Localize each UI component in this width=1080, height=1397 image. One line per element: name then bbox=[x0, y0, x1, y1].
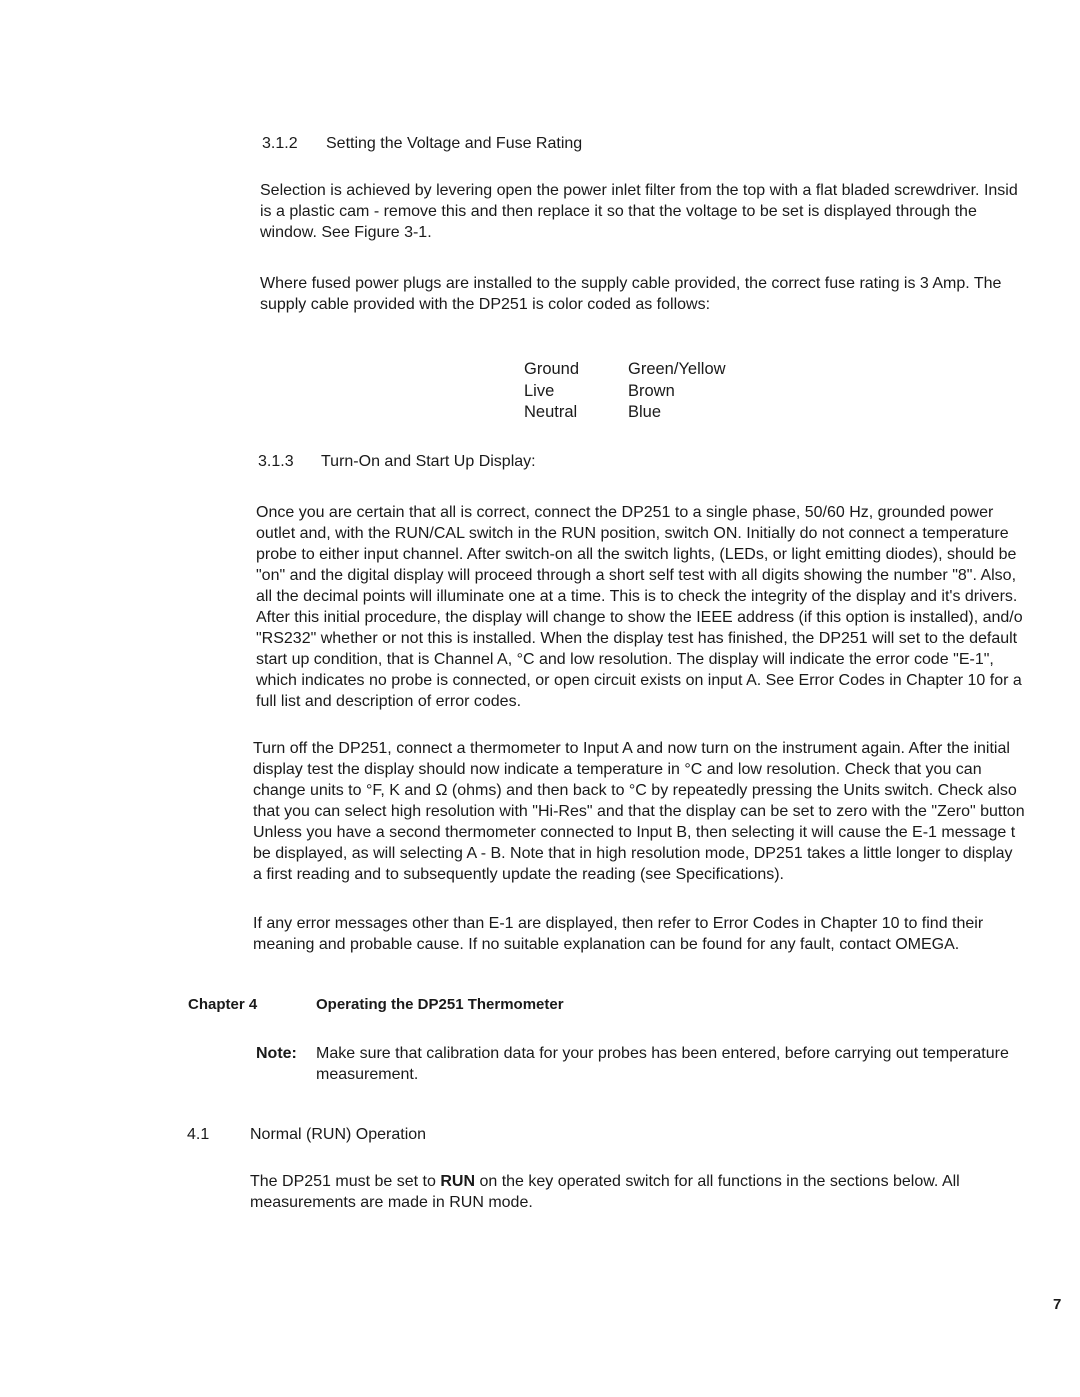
paragraph-voltage-selection bbox=[260, 180, 1018, 243]
paragraph-fuse-rating bbox=[260, 273, 1001, 315]
section-title: Turn-On and Start Up Display: bbox=[321, 453, 536, 470]
text-line: measurements are made in RUN mode. bbox=[250, 1194, 533, 1211]
text-line: which indicates no probe is connected, or open circuit exists on input A. See Error Codes in Chapter 10 for a bbox=[256, 672, 1022, 689]
text-line: probe to either input channel. After switch-on all the switch lights, (LEDs, or light emitting diodes), should be bbox=[256, 546, 1017, 563]
section-heading-4-1 bbox=[187, 1126, 426, 1144]
text-line: a first reading and to subsequently update the reading (see Specifications). bbox=[253, 866, 784, 883]
paragraph-startup bbox=[256, 502, 1023, 712]
text-line: Where fused power plugs are installed to the supply cable provided, the correct fuse rating is 3 Amp. The bbox=[260, 275, 1002, 292]
cable-color-code-table bbox=[524, 359, 726, 424]
wire-name: Live bbox=[524, 381, 555, 400]
text-run: The DP251 must be set to bbox=[250, 1173, 441, 1190]
text-line: outlet and, with the RUN/CAL switch in the RUN position, switch ON. Initially do not connect a temperature bbox=[256, 525, 1009, 542]
section-heading-3-1-2 bbox=[262, 135, 582, 153]
chapter-heading bbox=[188, 996, 564, 1013]
wire-name: Ground bbox=[524, 360, 580, 378]
paragraph-error-messages bbox=[253, 913, 983, 955]
chapter-title: Operating the DP251 Thermometer bbox=[316, 996, 564, 1013]
text-line: be displayed, as will selecting A - B. Note that in high resolution mode, DP251 takes a little longer to display bbox=[253, 845, 1013, 862]
text-line: start up condition, that is Channel A, °C and low resolution. The display will indicate the error code "E-1", bbox=[256, 651, 994, 668]
section-title: Setting the Voltage and Fuse Rating bbox=[326, 135, 583, 152]
section-number: 4.1 bbox=[187, 1126, 210, 1143]
text-line: all the decimal points will illuminate one at a time. This is to check the integrity of the display and it's drivers. bbox=[256, 588, 1018, 605]
paragraph-input-test bbox=[253, 738, 1025, 885]
text-line: window. See Figure 3-1. bbox=[260, 224, 432, 241]
text-line: meaning and probable cause. If no suitable explanation can be found for any fault, contact OMEGA. bbox=[253, 936, 960, 953]
text-line: Make sure that calibration data for your probes has been entered, before carrying out temperature bbox=[316, 1045, 1009, 1062]
table-row bbox=[524, 359, 726, 381]
wire-name: Neutral bbox=[524, 403, 578, 421]
note-body bbox=[316, 1043, 1009, 1085]
text-line: Selection is achieved by levering open the power inlet filter from the top with a flat bladed screwdriver. Insid bbox=[260, 182, 1018, 199]
run-emphasis: RUN bbox=[440, 1173, 475, 1190]
text-run: on the key operated switch for all functions in the sections below. All bbox=[475, 1173, 960, 1190]
section-heading-3-1-3 bbox=[258, 453, 536, 471]
text-line: After this initial procedure, the display will change to show the IEEE address (if this option is installed), and/o bbox=[256, 609, 1023, 626]
wire-color: Blue bbox=[628, 403, 662, 421]
chapter-label: Chapter 4 bbox=[188, 996, 258, 1013]
text-line: full list and description of error codes. bbox=[256, 693, 522, 710]
section-number: 3.1.3 bbox=[258, 453, 294, 470]
text-line: supply cable provided with the DP251 is color coded as follows: bbox=[260, 296, 711, 313]
text-line: Turn off the DP251, connect a thermometer to Input A and now turn on the instrument again. After the initial bbox=[253, 740, 1010, 757]
page-number: 7 bbox=[1053, 1296, 1062, 1313]
table-row bbox=[524, 402, 726, 424]
table-row bbox=[524, 381, 726, 403]
text-line: that you can select high resolution with "Hi-Res" and that the display can be set to zero with the "Zero" button bbox=[253, 803, 1025, 820]
text-line: measurement. bbox=[316, 1066, 419, 1083]
text-line: is a plastic cam - remove this and then replace it so that the voltage to be set is displayed through the bbox=[260, 203, 977, 220]
wire-color: Brown bbox=[628, 381, 675, 400]
note-label: Note: bbox=[256, 1045, 297, 1062]
text-line: Once you are certain that all is correct, connect the DP251 to a single phase, 50/60 Hz, grounded power bbox=[256, 504, 994, 521]
wire-color: Green/Yellow bbox=[628, 360, 726, 378]
text-line: change units to °F, K and Ω (ohms) and then back to °C by repeatedly pressing the Units switch. Check also bbox=[253, 782, 1017, 799]
text-line: display test the display should now indicate a temperature in °C and low resolution. Check that you can bbox=[253, 761, 982, 778]
text-line: Unless you have a second thermometer connected to Input B, then selecting it will cause the E-1 message t bbox=[253, 824, 1016, 841]
text-line: "on" and the digital display will proceed through a short self test with all digits showing the number "8". Also, bbox=[256, 567, 1017, 584]
text-line bbox=[250, 1171, 960, 1192]
paragraph-run-mode bbox=[250, 1171, 960, 1213]
section-title: Normal (RUN) Operation bbox=[250, 1126, 427, 1143]
text-line: "RS232" whether or not this is installed. When the display test has finished, the DP251 will set to the default bbox=[256, 630, 1018, 647]
text-line: If any error messages other than E-1 are displayed, then refer to Error Codes in Chapter 10 to find their bbox=[253, 915, 984, 932]
section-number: 3.1.2 bbox=[262, 135, 298, 152]
